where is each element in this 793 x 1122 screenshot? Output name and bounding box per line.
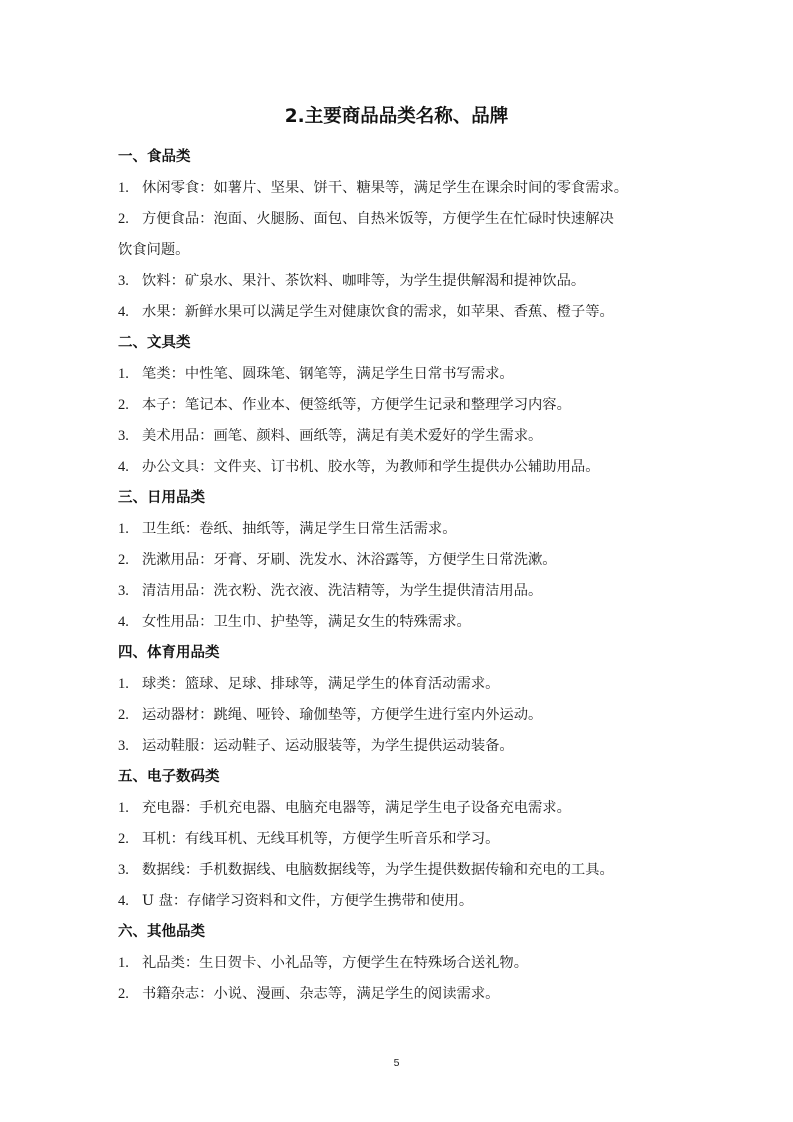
item-text: 耳机：有线耳机、无线耳机等，方便学生听音乐和学习。 <box>142 831 500 847</box>
item-number: 1. <box>118 955 129 971</box>
item-text: 卫生纸：卷纸、抽纸等，满足学生日常生活需求。 <box>142 521 457 537</box>
item-text: 办公文具：文件夹、订书机、胶水等，为教师和学生提供办公辅助用品。 <box>142 459 600 475</box>
list-item <box>118 793 683 824</box>
item-text: 休闲零食：如薯片、坚果、饼干、糖果等，满足学生在课余时间的零食需求。 <box>142 180 629 196</box>
item-text: 充电器：手机充电器、电脑充电器等，满足学生电子设备充电需求。 <box>142 800 571 816</box>
item-number: 4. <box>118 459 129 475</box>
section-daily-goods <box>118 483 683 638</box>
list-item <box>118 700 683 731</box>
list-item <box>118 731 683 762</box>
item-number: 2. <box>118 397 129 413</box>
section-heading: 一、食品类 <box>118 149 191 165</box>
item-text: 清洁用品：洗衣粉、洗衣液、洗洁精等，为学生提供清洁用品。 <box>142 583 543 599</box>
list-item <box>118 607 683 638</box>
document-body <box>118 142 683 1010</box>
item-number: 3. <box>118 273 129 289</box>
item-number: 2. <box>118 986 129 1002</box>
section-electronics <box>118 762 683 917</box>
item-number: 1. <box>118 676 129 692</box>
item-text: 运动器材：跳绳、哑铃、瑜伽垫等，方便学生进行室内外运动。 <box>142 707 543 723</box>
section-heading: 二、文具类 <box>118 335 191 351</box>
section-others <box>118 917 683 1010</box>
item-number: 3. <box>118 583 129 599</box>
item-number: 2. <box>118 707 129 723</box>
item-text: 水果：新鲜水果可以满足学生对健康饮食的需求，如苹果、香蕉、橙子等。 <box>142 304 614 320</box>
item-text: 方便食品：泡面、火腿肠、面包、自热米饭等，方便学生在忙碌时快速解决 <box>142 211 614 227</box>
page-number: 5 <box>393 1057 400 1069</box>
list-item <box>118 452 683 483</box>
item-number: 3. <box>118 738 129 754</box>
item-text: 书籍杂志：小说、漫画、杂志等，满足学生的阅读需求。 <box>142 986 500 1002</box>
item-text: 女性用品：卫生巾、护垫等，满足女生的特殊需求。 <box>142 614 471 630</box>
item-text: 饮料：矿泉水、果汁、茶饮料、咖啡等，为学生提供解渴和提神饮品。 <box>142 273 586 289</box>
list-item <box>118 421 683 452</box>
list-item <box>118 669 683 700</box>
item-number: 1. <box>118 180 129 196</box>
item-text: 数据线：手机数据线、电脑数据线等，为学生提供数据传输和充电的工具。 <box>142 862 614 878</box>
section-sports <box>118 638 683 762</box>
item-text: 笔类：中性笔、圆珠笔、钢笔等，满足学生日常书写需求。 <box>142 366 514 382</box>
list-item <box>118 979 683 1010</box>
list-item <box>118 390 683 421</box>
item-number: 1. <box>118 521 129 537</box>
item-number: 2. <box>118 831 129 847</box>
section-food <box>118 142 683 328</box>
list-item <box>118 545 683 576</box>
list-item <box>118 359 683 390</box>
item-number: 3. <box>118 862 129 878</box>
section-heading: 五、电子数码类 <box>118 769 220 785</box>
list-item <box>118 824 683 855</box>
item-text: 运动鞋服：运动鞋子、运动服装等，为学生提供运动装备。 <box>142 738 514 754</box>
item-text: 本子：笔记本、作业本、便签纸等，方便学生记录和整理学习内容。 <box>142 397 571 413</box>
item-number: 1. <box>118 366 129 382</box>
item-text: 礼品类：生日贺卡、小礼品等，方便学生在特殊场合送礼物。 <box>142 955 529 971</box>
item-number: 4. <box>118 304 129 320</box>
item-number: 4. <box>118 614 129 630</box>
item-text: 球类：篮球、足球、排球等，满足学生的体育活动需求。 <box>142 676 500 692</box>
section-heading: 四、体育用品类 <box>118 645 220 661</box>
item-number: 2. <box>118 552 129 568</box>
list-item <box>118 855 683 886</box>
page-title: 2.主要商品品类名称、品牌 <box>284 106 509 127</box>
item-text: U 盘：存储学习资料和文件，方便学生携带和使用。 <box>142 893 474 909</box>
item-number: 4. <box>118 893 129 909</box>
item-number: 1. <box>118 800 129 816</box>
item-text-continuation: 饮食问题。 <box>118 242 190 258</box>
section-stationery <box>118 328 683 483</box>
list-item <box>118 576 683 607</box>
item-number: 2. <box>118 211 129 227</box>
list-item <box>118 948 683 979</box>
list-item <box>118 173 683 204</box>
section-heading: 三、日用品类 <box>118 490 205 506</box>
list-item-continuation <box>118 235 683 266</box>
item-number: 3. <box>118 428 129 444</box>
list-item <box>118 886 683 917</box>
item-text: 洗漱用品：牙膏、牙刷、洗发水、沐浴露等，方便学生日常洗漱。 <box>142 552 557 568</box>
section-heading: 六、其他品类 <box>118 924 205 940</box>
list-item <box>118 514 683 545</box>
list-item <box>118 204 683 235</box>
list-item <box>118 297 683 328</box>
item-text: 美术用品：画笔、颜料、画纸等，满足有美术爱好的学生需求。 <box>142 428 543 444</box>
list-item <box>118 266 683 297</box>
